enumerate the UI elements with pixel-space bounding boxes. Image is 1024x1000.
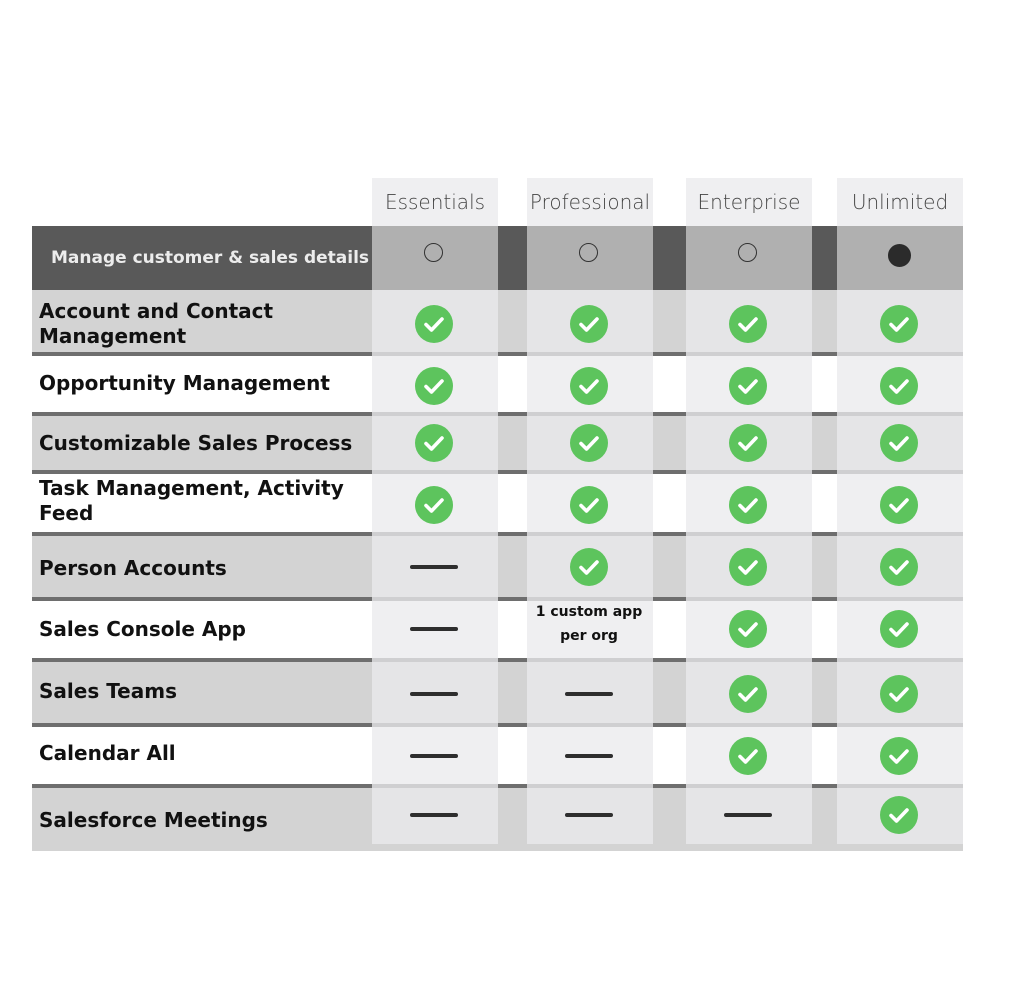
header-cell-enterprise (686, 226, 812, 290)
check-circle-icon (729, 424, 767, 462)
feature-label: Person Accounts (39, 556, 227, 580)
dash-icon (410, 692, 458, 696)
radio-empty-icon[interactable] (424, 243, 443, 262)
check-circle-icon (729, 305, 767, 343)
check-circle-icon (729, 610, 767, 648)
header-cell-professional (527, 226, 653, 290)
dash-icon (410, 565, 458, 569)
check-circle-icon (880, 305, 918, 343)
feature-label: Opportunity Management (39, 371, 330, 395)
radio-filled-icon[interactable] (888, 244, 911, 267)
check-circle-icon (880, 737, 918, 775)
header-cell-essentials (372, 226, 498, 290)
feature-label: Sales Console App (39, 617, 246, 641)
feature-label: Salesforce Meetings (39, 808, 268, 832)
check-circle-icon (729, 486, 767, 524)
check-circle-icon (880, 424, 918, 462)
check-circle-icon (415, 424, 453, 462)
plan-header-essentials: Essentials (384, 190, 486, 214)
check-circle-icon (880, 610, 918, 648)
check-circle-icon (570, 424, 608, 462)
feature-label: Calendar All (39, 741, 176, 765)
check-circle-icon (570, 367, 608, 405)
plan-header-enterprise: Enterprise (697, 190, 801, 214)
comparison-table (32, 178, 963, 851)
check-circle-icon (570, 548, 608, 586)
check-circle-icon (729, 548, 767, 586)
check-circle-icon (570, 305, 608, 343)
check-circle-icon (415, 486, 453, 524)
radio-empty-icon[interactable] (738, 243, 757, 262)
feature-label: Account and Contact Management (39, 299, 274, 348)
dash-icon (410, 627, 458, 631)
check-circle-icon (729, 675, 767, 713)
cell-note: 1 custom app per org (535, 604, 643, 644)
dash-icon (410, 754, 458, 758)
section-header-label: Manage customer & sales details (51, 248, 370, 268)
plan-header-professional: Professional (529, 190, 651, 214)
check-circle-icon (570, 486, 608, 524)
check-circle-icon (880, 486, 918, 524)
dash-icon (724, 813, 772, 817)
check-circle-icon (729, 367, 767, 405)
check-circle-icon (880, 548, 918, 586)
plan-header-unlimited: Unlimited (851, 190, 949, 214)
check-circle-icon (415, 367, 453, 405)
feature-label: Customizable Sales Process (39, 431, 353, 455)
check-circle-icon (880, 796, 918, 834)
dash-icon (565, 692, 613, 696)
header-cell-unlimited (837, 226, 963, 290)
dash-icon (410, 813, 458, 817)
check-circle-icon (880, 367, 918, 405)
check-circle-icon (880, 675, 918, 713)
dash-icon (565, 754, 613, 758)
check-circle-icon (415, 305, 453, 343)
check-circle-icon (729, 737, 767, 775)
feature-label: Task Management, Activity Feed (39, 476, 344, 525)
radio-empty-icon[interactable] (579, 243, 598, 262)
dash-icon (565, 813, 613, 817)
feature-label: Sales Teams (39, 679, 177, 703)
